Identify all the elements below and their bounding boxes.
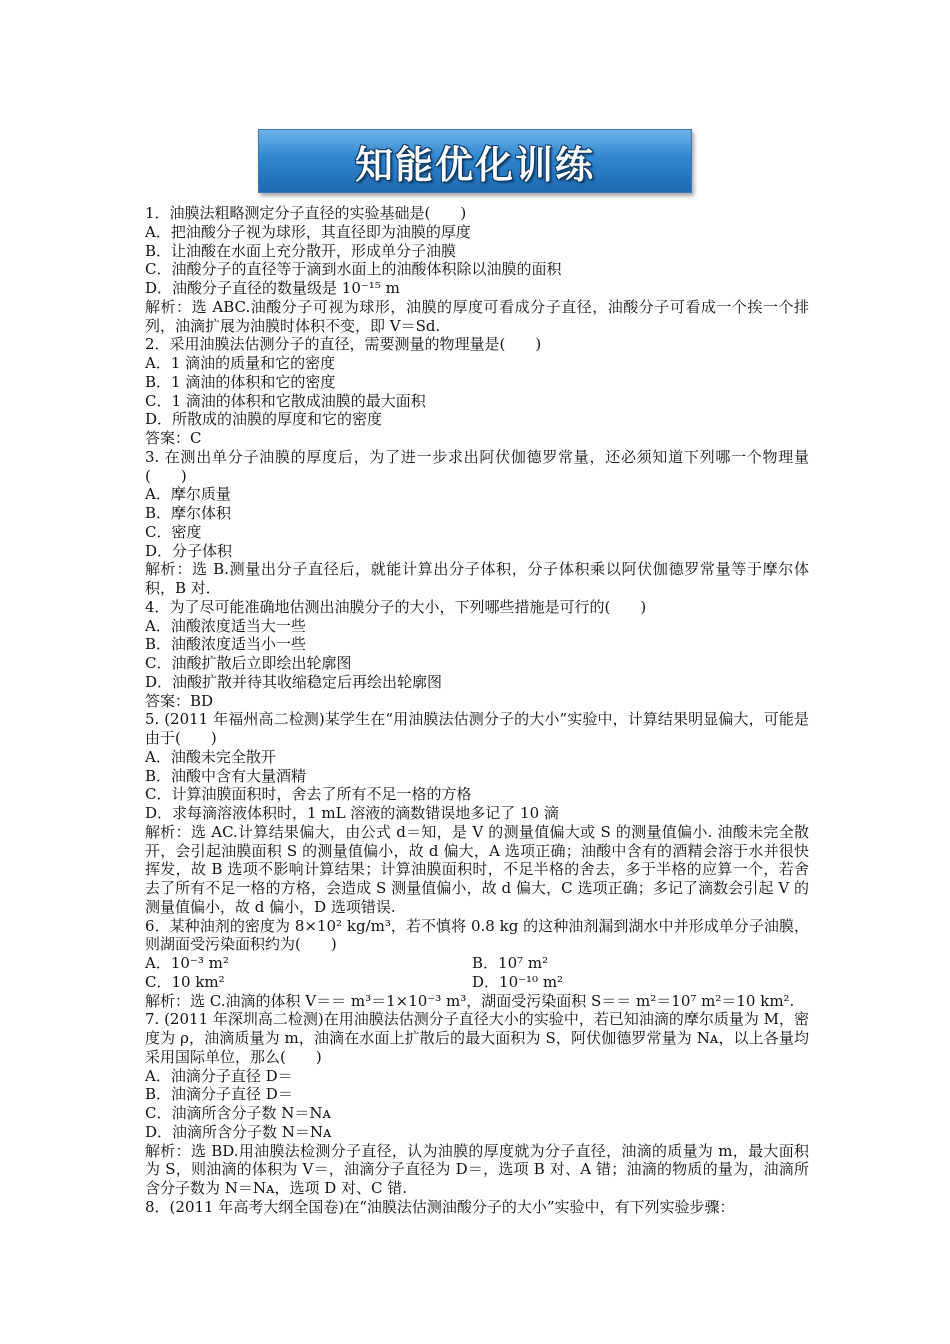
title-banner [258, 129, 692, 193]
text-line: C．油酸扩散后立即绘出轮廓图 [145, 654, 352, 672]
text-line: D．所散成的油膜的厚度和它的密度 [145, 410, 383, 429]
text-line: 8．(2011 年高考大纲全国卷)在“油膜法估测油酸分子的大小”实验中，有下列实验步骤： [145, 1197, 735, 1216]
exercise-text [145, 204, 809, 1217]
banner-title: 知能优化训练 [354, 142, 595, 187]
text-line: B．摩尔体积 [145, 504, 232, 522]
banner-box [258, 129, 692, 193]
option-right: B．10⁷ m² [472, 954, 549, 972]
text-line: 6．某种油剂的密度为 8×10² kg/m³，若不慎将 0.8 kg 的这种油剂漏到湖水中并形成单分子油膜，则湖面受污染面积约为( ) [145, 916, 809, 954]
text-line: A．把油酸分子视为球形，其直径即为油膜的厚度 [145, 222, 471, 241]
text-line: 4．为了尽可能准确地估测出油膜分子的大小，下列哪些措施是可行的( ) [145, 597, 647, 616]
text-line: A．油酸未完全散开 [145, 747, 276, 766]
text-line: D．油滴所含分子数 N＝Nᴀ [145, 1122, 332, 1141]
text-line: 答案：BD [145, 691, 214, 710]
text-line: A．1 滴油的质量和它的密度 [145, 354, 336, 372]
text-line: D．分子体积 [145, 541, 233, 560]
text-line: C．密度 [145, 522, 202, 541]
text-line: 解析：选 ABC.油酸分子可视为球形，油膜的厚度可看成分子直径，油酸分子可看成一个挨一个排列，油滴扩展为油膜时体积不变，即 V＝Sd. [145, 297, 809, 335]
text-line: D．求每滴溶液体积时，1 mL 溶液的滴数错误地多记了 10 滴 [145, 804, 559, 822]
text-line: D．油酸扩散并待其收缩稳定后再绘出轮廓图 [145, 672, 443, 691]
text-line: B．油酸中含有大量酒精 [145, 766, 307, 785]
text-line: A．摩尔质量 [145, 485, 231, 504]
text-line: A．油滴分子直径 D＝ [145, 1066, 293, 1085]
text-line: B．油酸浓度适当小一些 [145, 635, 307, 654]
text-line: A．油酸浓度适当大一些 [145, 616, 306, 635]
text-line: 2．采用油膜法估测分子的直径，需要测量的物理量是( ) [145, 335, 542, 354]
option-row [145, 954, 809, 973]
text-line: D．油酸分子直径的数量级是 10⁻¹⁵ m [145, 279, 400, 297]
text-line: 3. 在测出单分子油膜的厚度后，为了进一步求出阿伏伽德罗常量，还必须知道下列哪一个物理量( ) [145, 447, 809, 485]
text-line: 解析：选 AC.计算结果偏大，由公式 d＝知，是 V 的测量值偏大或 S 的测量值偏小. 油酸未完全散开，会引起油膜面积 S 的测量值偏小，故 d 偏大，A 选项正确；油酸中含有的酒精会溶于水并很快挥发，故 B 选项不影响计算结果；计算油膜面积时，不足半格的舍去，多于半格的应算一个，若舍去了所有不足一格的方格，会造成 S 测量值偏小，故 d 偏大，C 选项正确；多记了滴数会引起 V 的测量值偏小，故 d 偏小，D 选项错误. [145, 822, 809, 916]
text-line: 解析：选 C.油滴的体积 V＝＝ m³＝1×10⁻³ m³，湖面受污染面积 S＝＝ m²＝10⁷ m²＝10 km². [145, 991, 795, 1010]
option-left: C．10 km² [145, 972, 225, 991]
text-line: 解析：选 BD.用油膜法检测分子直径，认为油膜的厚度就为分子直径，油滴的质量为 m，最大面积为 S，则油滴的体积为 V＝，油滴分子直径为 D＝，选项 B 对、A 错；油滴的物质的量为，油滴所含分子数为 N＝Nᴀ，选项 D 对、C 错. [145, 1141, 809, 1197]
option-right: D．10⁻¹⁰ m² [472, 972, 564, 991]
text-line: B．1 滴油的体积和它的密度 [145, 372, 336, 391]
text-line: C．油滴所含分子数 N＝Nᴀ [145, 1104, 331, 1122]
text-line: C．1 滴油的体积和它散成油膜的最大面积 [145, 391, 426, 410]
text-line: 答案：C [145, 429, 202, 447]
text-line: C．油酸分子的直径等于滴到水面上的油酸体积除以油膜的面积 [145, 260, 562, 279]
text-line: 5. (2011 年福州高二检测)某学生在“用油膜法估测分子的大小”实验中，计算结果明显偏大，可能是由于( ) [145, 710, 809, 747]
text-line: 解析：选 B.测量出分子直径后，就能计算出分子体积，分子体积乘以阿伏伽德罗常量等于摩尔体积，B 对． [145, 560, 809, 597]
text-line: 1．油膜法粗略测定分子直径的实验基础是( ) [145, 204, 467, 222]
text-line: B．油滴分子直径 D＝ [145, 1085, 293, 1104]
option-row [145, 973, 809, 992]
text-line: 7. (2011 年深圳高二检测)在用油膜法估测分子直径大小的实验中，若已知油滴的摩尔质量为 M，密度为 ρ，油滴质量为 m，油滴在水面上扩散后的最大面积为 S，阿伏伽德罗常量为 Nᴀ，以上各量均采用国际单位，那么( ) [145, 1010, 809, 1066]
text-line: B．让油酸在水面上充分散开，形成单分子油膜 [145, 241, 457, 260]
option-left: A．10⁻³ m² [145, 954, 229, 972]
text-line: C．计算油膜面积时，舍去了所有不足一格的方格 [145, 785, 472, 804]
